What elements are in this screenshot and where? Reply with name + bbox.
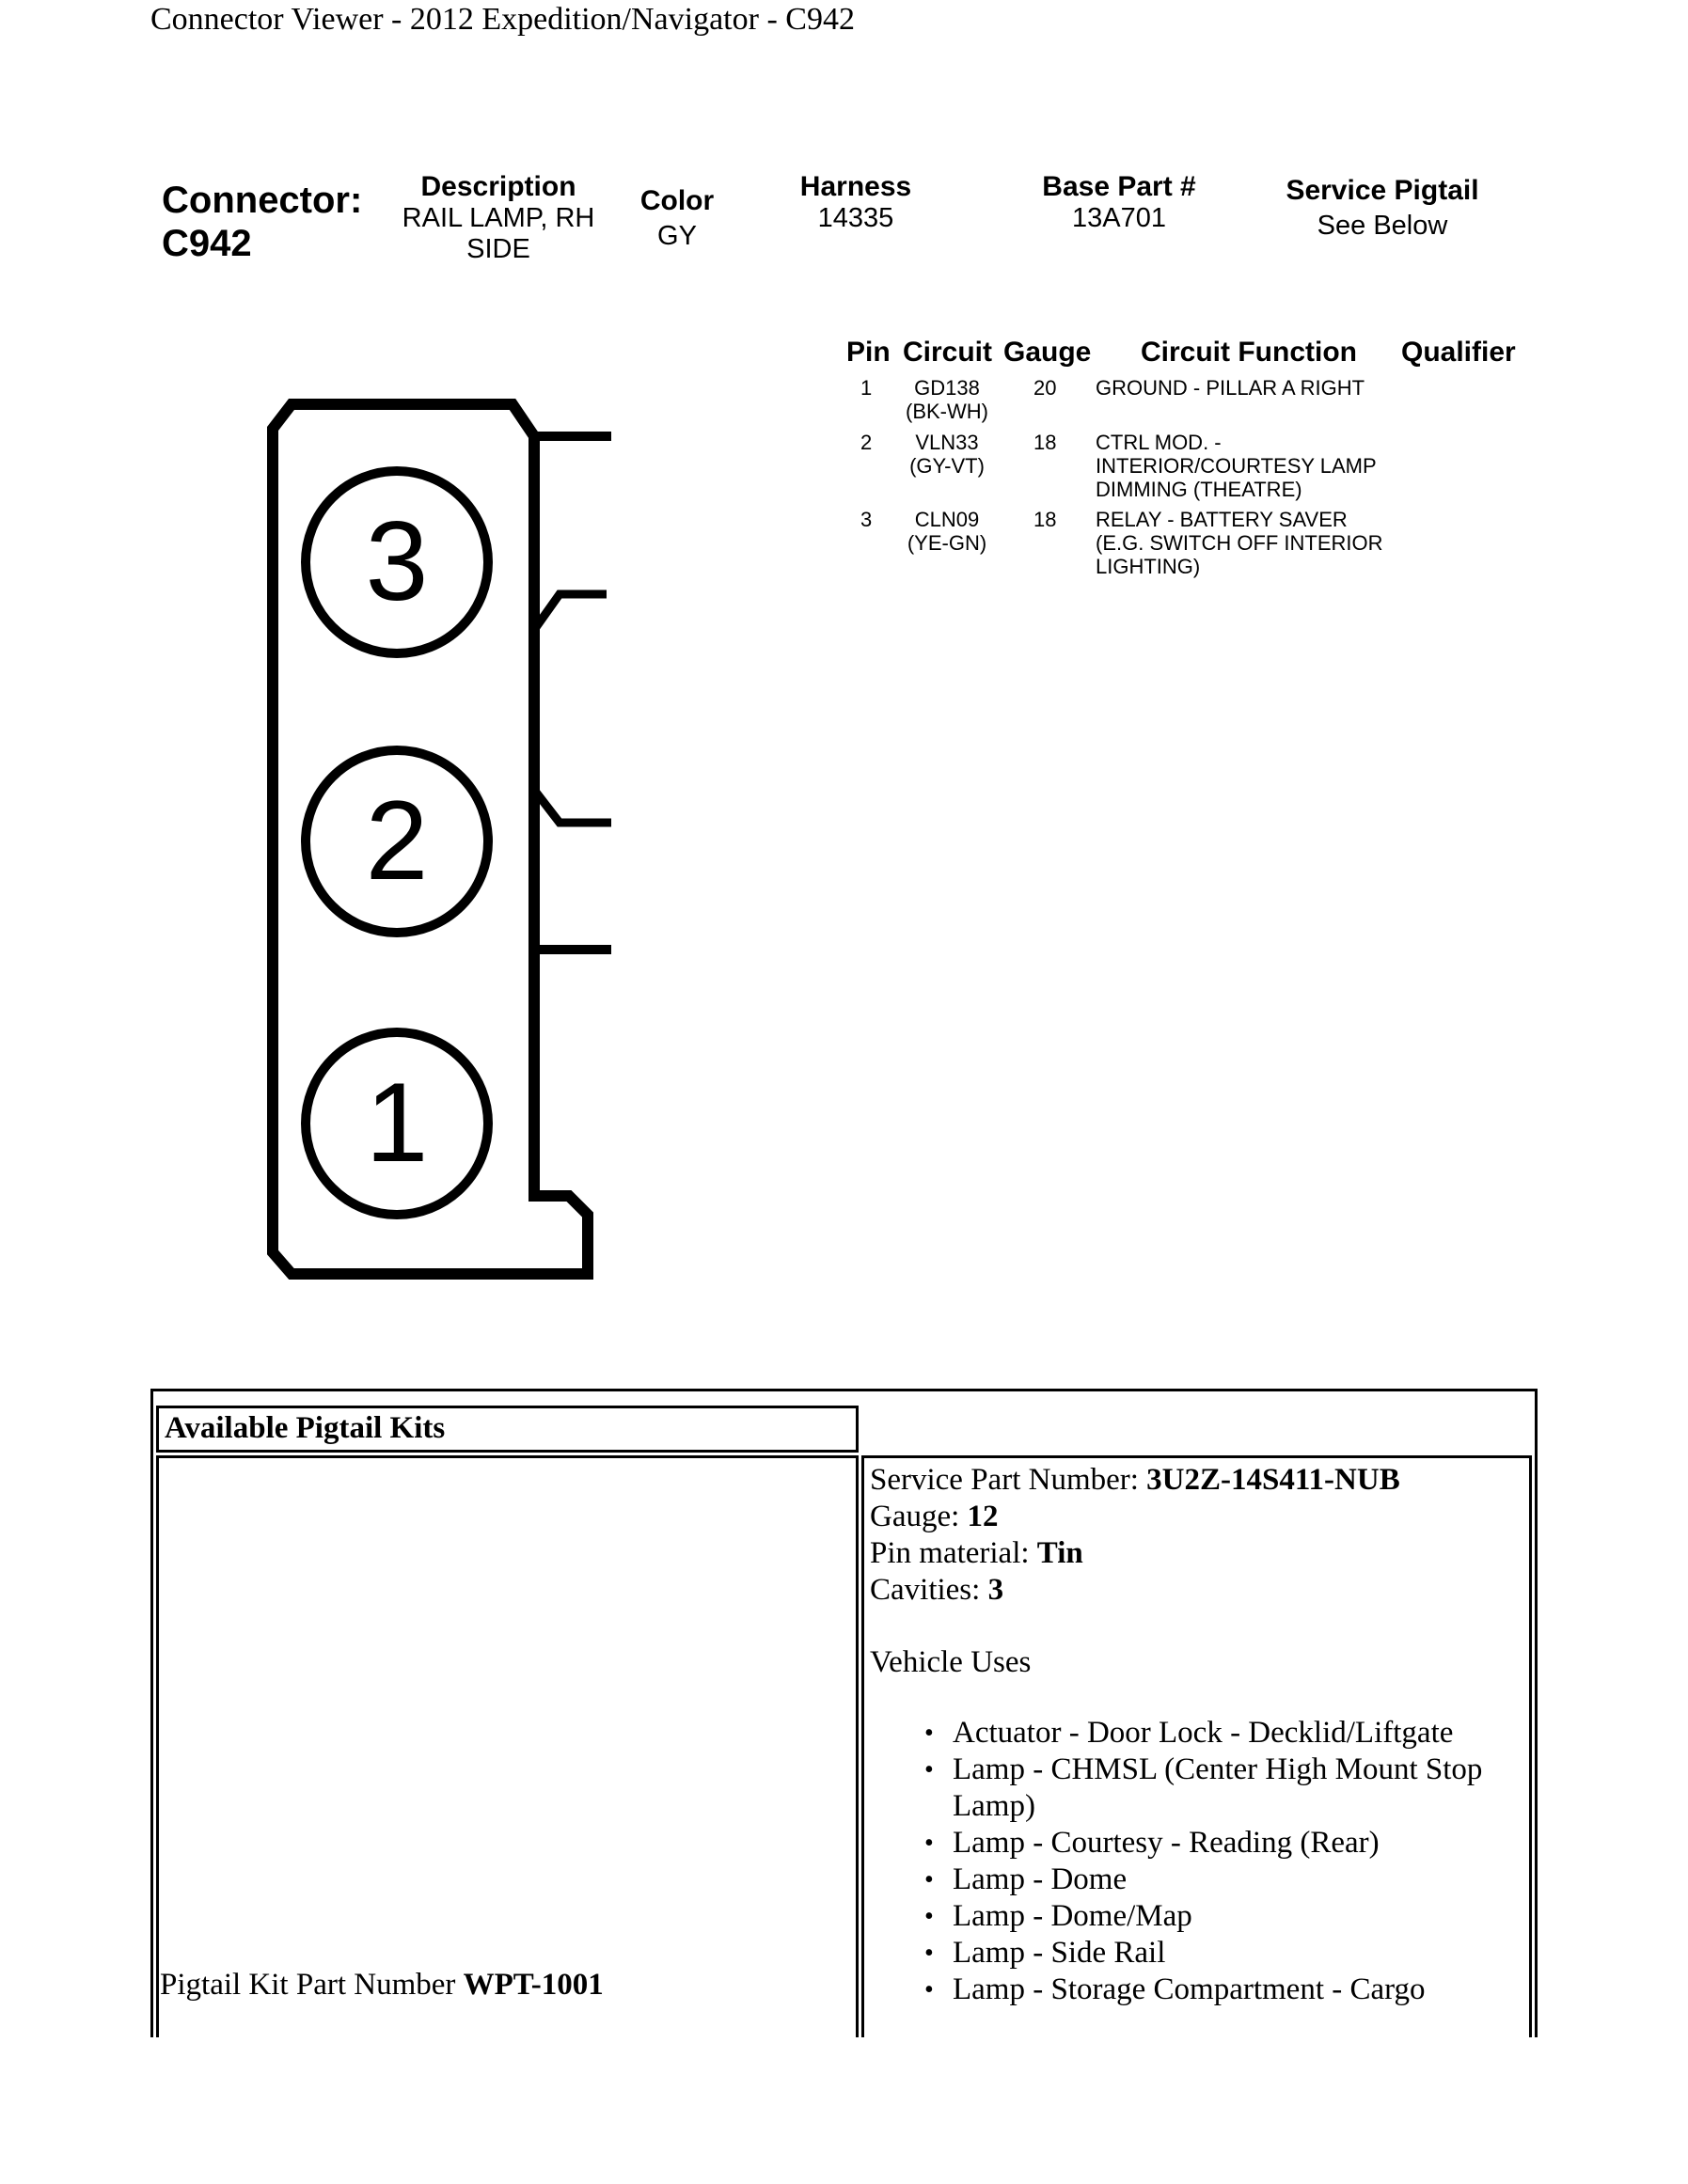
pin-label-2: 2 — [365, 778, 429, 903]
kit-part-label: Pigtail Kit Part Number — [160, 1968, 456, 2002]
function-line: INTERIOR/COURTESY LAMP — [1096, 454, 1377, 478]
function-line: RELAY - BATTERY SAVER — [1096, 508, 1348, 531]
circuit-cell — [905, 376, 989, 423]
connector-outline — [273, 404, 588, 1274]
list-item: • Lamp - Dome/Map — [953, 1898, 1523, 1935]
list-item: • Lamp - Courtesy - Reading (Rear) — [953, 1825, 1523, 1862]
pin-label-1: 1 — [365, 1060, 429, 1186]
circuit-cell — [905, 431, 989, 478]
circuit-id: GD138 — [914, 376, 980, 400]
pigtail-kit-part-number — [160, 1968, 604, 2003]
function-line: DIMMING (THEATRE) — [1096, 478, 1302, 501]
service-pigtail-header: Service Pigtail — [1286, 175, 1479, 206]
pigtail-title-cell — [156, 1406, 859, 1453]
list-item: • Lamp - Side Rail — [953, 1935, 1523, 1972]
circuit-id: CLN09 — [914, 508, 980, 531]
pin-number: 1 — [860, 376, 873, 400]
function-cell — [1096, 508, 1383, 578]
pin-number: 3 — [860, 508, 873, 531]
list-item: • Lamp - Storage Compartment - Cargo — [953, 1972, 1523, 2008]
circuit-cell — [905, 508, 989, 555]
gauge-col-header: Gauge — [1003, 337, 1092, 368]
function-cell — [1096, 376, 1365, 400]
service-pigtail-column — [1270, 175, 1495, 242]
circuit-function-col-header: Circuit Function — [1141, 337, 1357, 368]
circuit-color: (GY-VT) — [909, 454, 985, 478]
gauge-label: Gauge: — [870, 1500, 960, 1533]
list-item: • Actuator - Door Lock - Decklid/Liftgate — [953, 1715, 1523, 1752]
gauge-cell: 18 — [1033, 508, 1057, 531]
gauge-line — [870, 1499, 1523, 1535]
connector-label — [162, 179, 362, 265]
pin-material-label: Pin material: — [870, 1536, 1030, 1570]
color-value: GY — [657, 221, 697, 251]
harness-header: Harness — [799, 171, 912, 202]
description-column — [386, 171, 611, 265]
connector-label-text: Connector: — [162, 180, 363, 221]
service-part-line — [870, 1462, 1523, 1499]
pin-material-value: Tin — [1036, 1536, 1083, 1570]
list-item: • Lamp - Dome — [953, 1862, 1523, 1898]
latch-frame — [534, 436, 611, 950]
circuit-color: (BK-WH) — [906, 400, 988, 423]
latch-arm — [534, 790, 611, 823]
gauge-value: 12 — [967, 1500, 999, 1533]
function-line: LIGHTING) — [1096, 555, 1201, 578]
description-value — [386, 203, 611, 265]
base-part-header: Base Part # — [1042, 171, 1196, 202]
qualifier-col-header: Qualifier — [1401, 337, 1516, 368]
pigtail-section-title: Available Pigtail Kits — [165, 1411, 446, 1445]
cavities-line — [870, 1572, 1523, 1609]
gauge-cell: 18 — [1033, 431, 1057, 454]
latch-arm — [534, 594, 607, 630]
cavities-label: Cavities: — [870, 1573, 981, 1607]
harness-column — [771, 171, 940, 234]
pigtail-kit-cell — [156, 1455, 859, 2037]
circuit-color: (YE-GN) — [907, 531, 987, 555]
service-pigtail-value: See Below — [1317, 211, 1448, 241]
service-part-label: Service Part Number: — [870, 1463, 1139, 1497]
function-line: GROUND - PILLAR A RIGHT — [1096, 376, 1365, 400]
circuit-id: VLN33 — [915, 431, 979, 454]
cavities-value: 3 — [987, 1573, 1004, 1607]
circuit-col-header: Circuit — [903, 337, 993, 368]
kit-part-value: WPT-1001 — [463, 1968, 604, 2002]
pigtail-details-cell — [861, 1455, 1532, 2037]
harness-value: 14335 — [817, 203, 894, 233]
connector-face-diagram — [263, 395, 611, 1297]
list-item: • Lamp - CHMSL (Center High Mount Stop Lamp) — [953, 1752, 1523, 1825]
color-header: Color — [639, 185, 715, 216]
service-part-value: 3U2Z-14S411-NUB — [1146, 1463, 1400, 1497]
base-part-column — [1016, 171, 1223, 234]
description-line: SIDE — [466, 234, 530, 264]
pin-number: 2 — [860, 431, 873, 454]
pin-col-header: Pin — [846, 337, 891, 368]
pin-material-line — [870, 1535, 1523, 1572]
connector-id: C942 — [162, 223, 252, 264]
base-part-value: 13A701 — [1072, 203, 1166, 233]
description-line: RAIL LAMP, RH — [402, 203, 595, 233]
function-line: CTRL MOD. - — [1096, 431, 1222, 454]
vehicle-uses-list — [870, 1715, 1523, 2008]
pin-label-3: 3 — [365, 498, 429, 624]
gauge-cell: 20 — [1033, 376, 1057, 400]
function-line: (E.G. SWITCH OFF INTERIOR — [1096, 531, 1383, 555]
description-header: Description — [420, 171, 576, 202]
page-title: Connector Viewer - 2012 Expedition/Navigator - C942 — [150, 2, 855, 37]
function-cell — [1096, 431, 1377, 501]
vehicle-uses-label: Vehicle Uses — [870, 1645, 1032, 1679]
color-column — [621, 185, 734, 252]
pigtail-details — [864, 1458, 1529, 2012]
